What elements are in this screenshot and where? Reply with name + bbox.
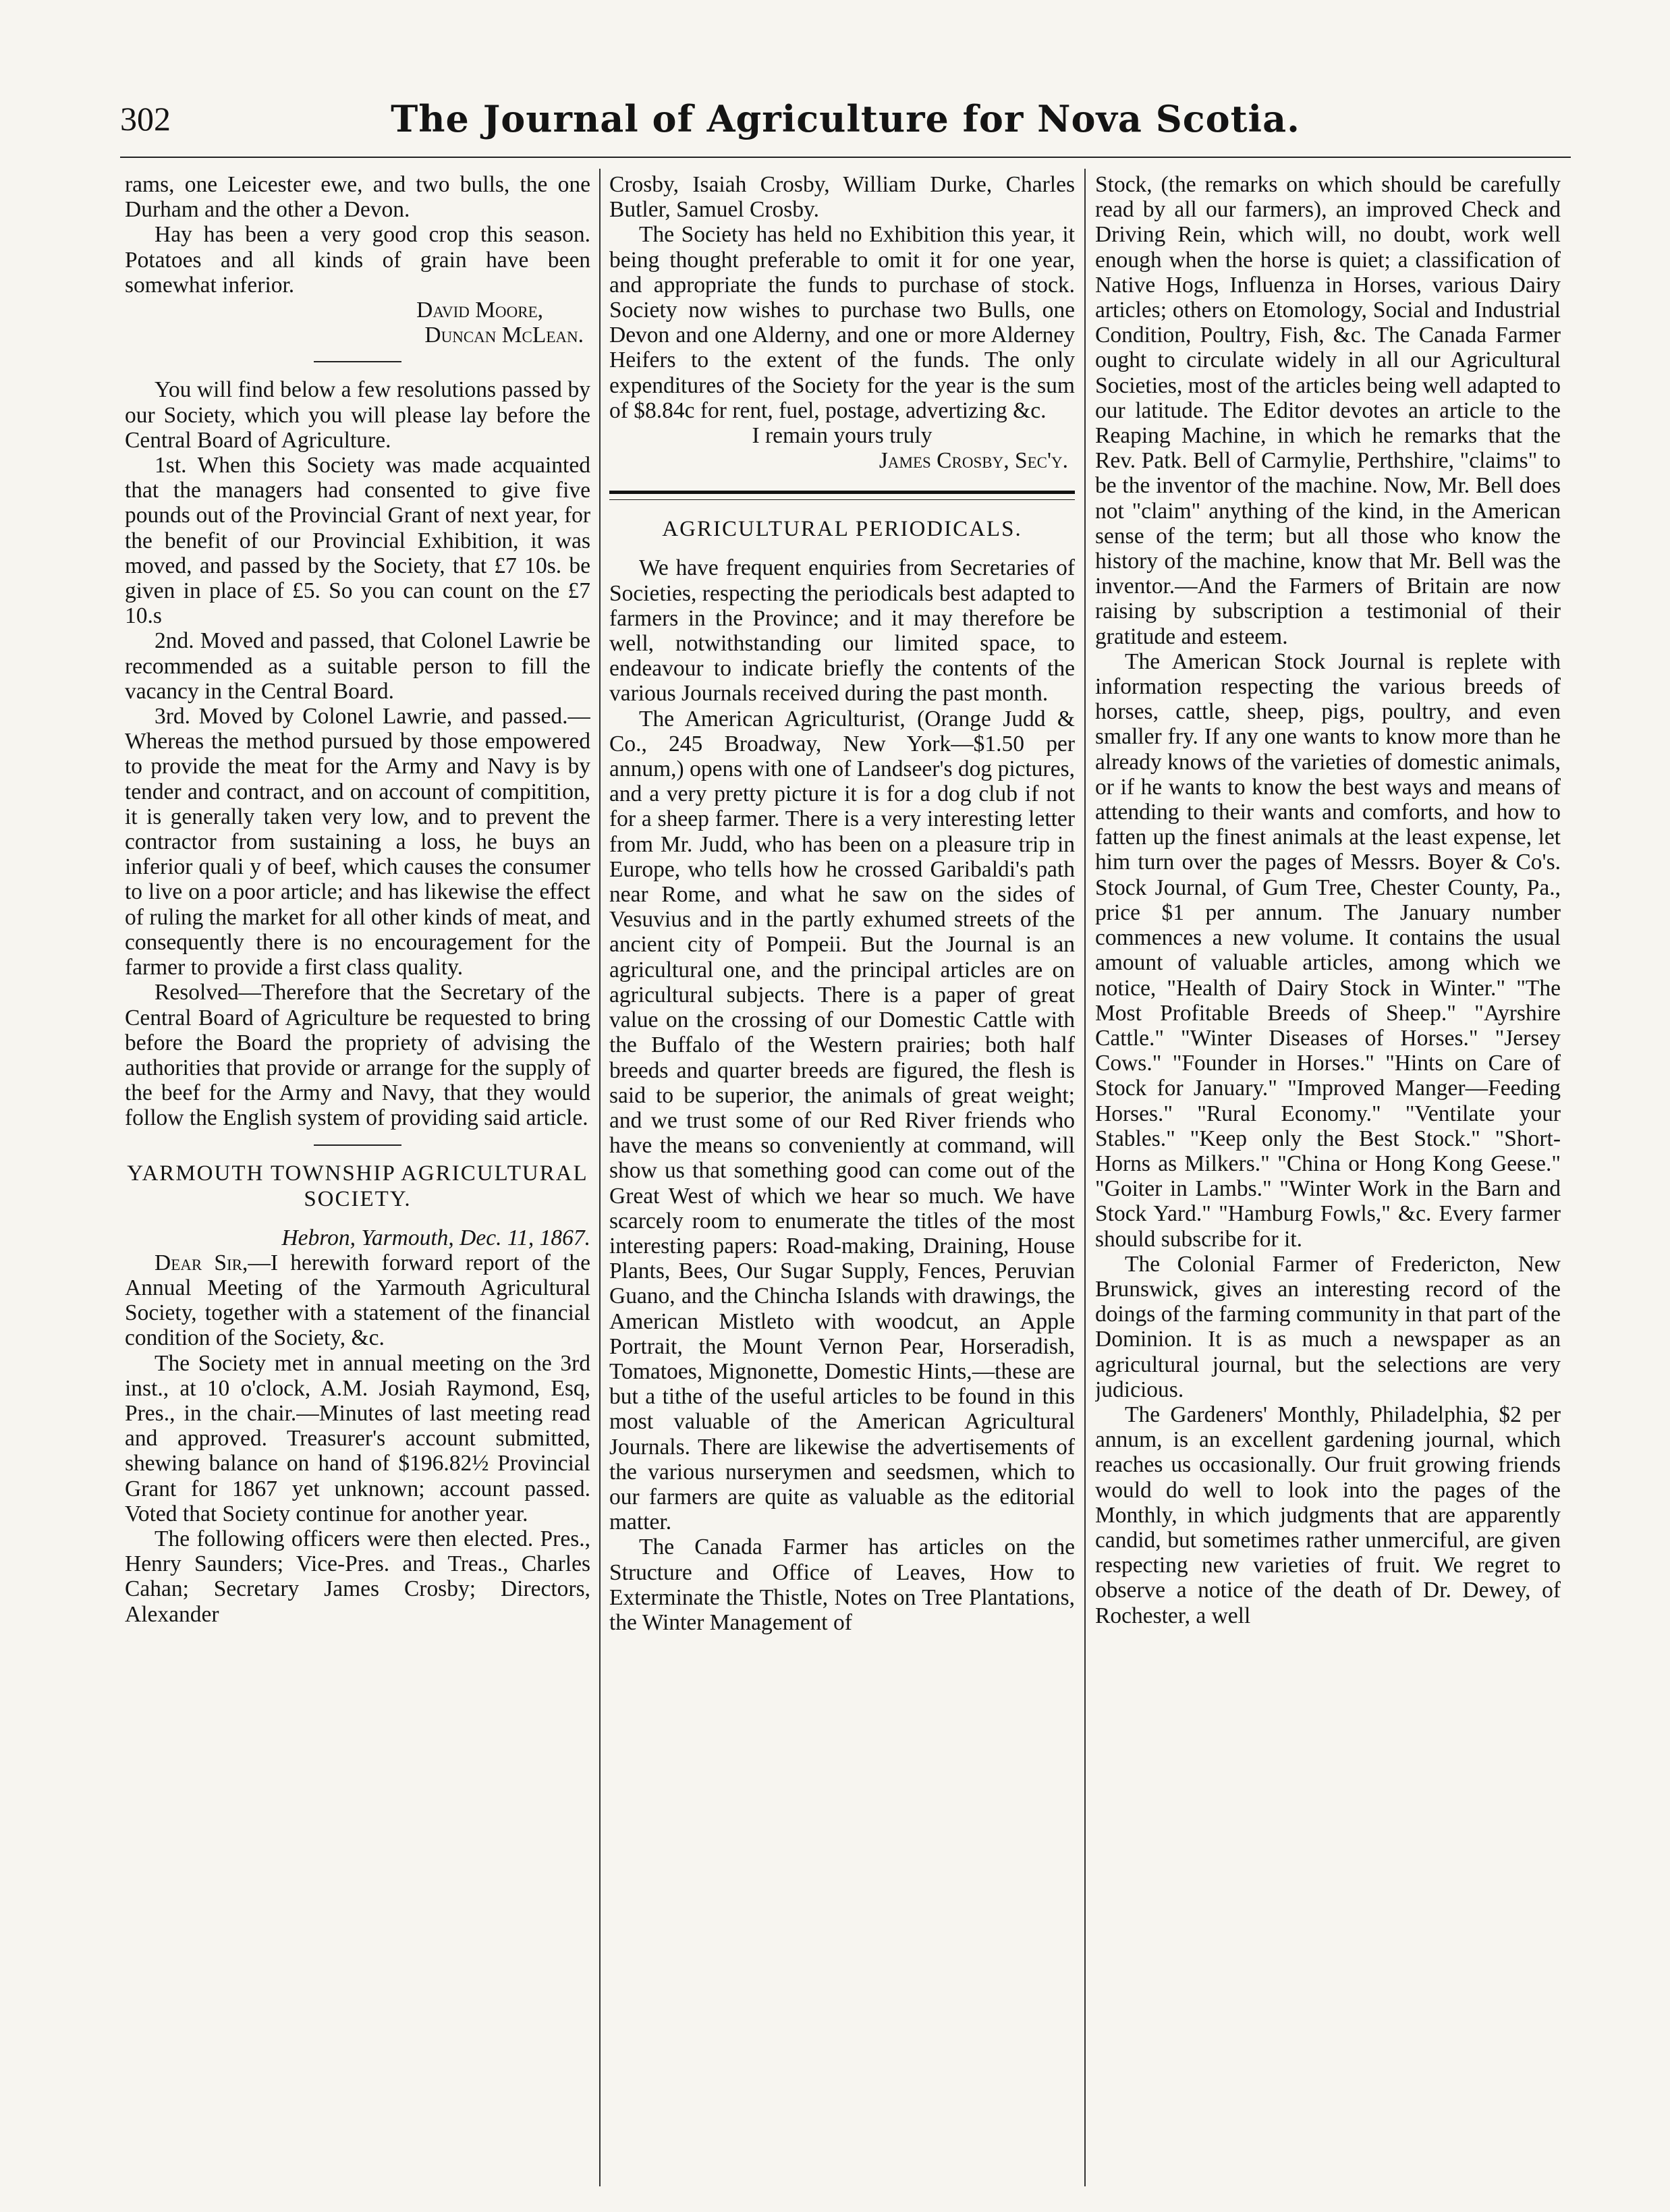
paragraph: The following officers were then elected. Pres., Henry Saunders; Vice-Pres. and Treas., Charles Cahan; Secretary James Crosby; Directors, Alexander	[125, 1526, 590, 1627]
paragraph	[125, 1250, 590, 1351]
column-divider	[599, 169, 601, 2186]
paragraph: The Colonial Farmer of Fredericton, New Brunswick, gives an interesting record of the doings of the farming community in that part of the Dominion. It is as much a newspaper as an agricultural journal, but the selections are very judicious.	[1095, 1251, 1561, 1402]
signature: James Crosby, Sec'y.	[879, 448, 1068, 474]
closing-line: I remain yours truly	[752, 423, 933, 449]
paragraph: We have frequent enquiries from Secretaries of Societies, respecting the periodicals best adapted to farmers in the Province; and it may therefore be well, notwithstanding our limited space, to endeavour to indicate briefly the contents of the various Journals received during the past month.	[609, 555, 1075, 707]
signature: Duncan McLean.	[424, 323, 584, 348]
paragraph: Stock, (the remarks on which should be carefully read by all our farmers), an improved Check and Driving Rein, which will, no doubt, work well enough when the horse is quiet; a classification of Native Hogs, Influenza in Horses, various Dairy articles; others on Etomology, Social and Industrial Condition, Poultry, Fish, &c. The Canada Farmer ought to circulate widely in all our Agricultural Societies, most of the articles being well adapted to our latitude. The Editor devotes an article to the Reaping Machine, in which he remarks that the Rev. Patk. Bell of Carmylie, Perthshire, "claims" to be the inventor of the machine. Now, Mr. Bell does not "claim" anything of the kind, in the American sense of the term; but all those who know the history of the machine, know that Mr. Bell was the inventor.—And the Farmers of Britain are now raising by subscription a testimonial of their gratitude and esteem.	[1095, 172, 1561, 649]
paragraph: 3rd. Moved by Colonel Lawrie, and passed.— Whereas the method pursued by those empowered to provide the meat for the Army and Navy is by tender and contract, and on account of compitition, it is generally taken very low, and to prevent the contractor from sustaining a loss, he buys an inferior quali y of beef, which causes the consumer to live on a poor article; and has likewise the effect of ruling the market for all other kinds of meat, and consequently there is no encouragement for the farmer to provide a first class quality.	[125, 704, 590, 980]
section-rule	[314, 361, 401, 362]
paragraph: The Society has held no Exhibition this year, it being thought preferable to omit it for one year, and appropriate the funds to purchase of stock. Society now wishes to purchase two Bulls, one Devon and one Alderny, and one or more Alderney Heifers to the extent of the funds. The only expenditures of the Society for the year is the sum of $8.84c for rent, fuel, postage, advertizing &c.	[609, 222, 1075, 423]
paragraph: The Society met in annual meeting on the 3rd inst., at 10 o'clock, A.M. Josiah Raymond, Esq, Pres., in the chair.—Minutes of last meeting read and approved. Treasurer's account submitted, shewing balance on hand of $196.82½ Provincial Grant for 1867 yet unknown; account passed. Voted that Society continue for another year.	[125, 1350, 590, 1526]
column-2	[609, 172, 1075, 2190]
salutation: Dear Sir,	[155, 1250, 248, 1275]
paragraph: Resolved—Therefore that the Secretary of the Central Board of Agriculture be requested to bring before the Board the propriety of advising the authorities that provide or arrange for the supply of the beef for the Army and Navy, that they would follow the English system of providing said article.	[125, 980, 590, 1131]
section-rule	[314, 1144, 401, 1146]
section-rule-thin	[609, 499, 1075, 500]
page-number: 302	[120, 100, 171, 138]
header-rule	[120, 157, 1571, 158]
paragraph: The Gardeners' Monthly, Philadelphia, $2 per annum, is an excellent gardening journal, which reaches us occasionally. Our fruit growing friends would do well to look into the pages of the Monthly, in which judgments that are apparently candid, but sometimes rather unmerciful, are given respecting new varieties of fruit. We regret to observe a notice of the death of Dr. Dewey, of Rochester, a well	[1095, 1402, 1561, 1628]
paragraph: The Canada Farmer has articles on the Structure and Office of Leaves, How to Exterminate the Thistle, Notes on Tree Plantations, the Winter Management of	[609, 1534, 1075, 1635]
section-heading: YARMOUTH TOWNSHIP AGRICULTURAL SOCIETY.	[127, 1161, 588, 1211]
running-title: The Journal of Agriculture for Nova Scotia.	[391, 97, 1300, 140]
section-rule-thick	[609, 491, 1075, 494]
paragraph: rams, one Leicester ewe, and two bulls, the one Durham and the other a Devon.	[125, 172, 590, 223]
signature: David Moore,	[416, 298, 543, 323]
section-heading: AGRICULTURAL PERIODICALS.	[662, 517, 1022, 542]
page-header	[120, 99, 1571, 146]
paragraph: You will find below a few resolutions passed by our Society, which you will please lay before the Central Board of Agriculture.	[125, 377, 590, 453]
column-divider	[1084, 169, 1086, 2186]
paragraph: The American Stock Journal is replete with information respecting the various breeds of horses, cattle, sheep, pigs, poultry, and even smaller fry. If any one wants to know more than he already knows of the varieties of domestic animals, or if he wants to know the best ways and means of attending to their wants and comforts, and how to fatten up the finest animals at the least expense, let him turn over the pages of Messrs. Boyer & Co's. Stock Journal, of Gum Tree, Chester County, Pa., price $1 per annum. The January number commences a new volume. It contains the usual amount of valuable articles, among which we notice, "Health of Dairy Stock in Winter." "The Most Profitable Breeds of Sheep." "Ayrshire Cattle." "Winter Diseases of Horses." "Jersey Cows." "Founder in Horses." "Hints on Care of Stock for January." "Improved Manger—Feeding Horses." "Rural Economy." "Ventilate your Stables." "Keep only the Best Stock." "Short-Horns as Milkers." "China or Hong Kong Geese." "Goiter in Lambs." "Winter Work in the Barn and Stock Yard." "Hamburg Fowls," &c. Every farmer should subscribe for it.	[1095, 648, 1561, 1252]
paragraph: 2nd. Moved and passed, that Colonel Lawrie be recommended as a suitable person to fill the vacancy in the Central Board.	[125, 628, 590, 704]
paragraph: Hay has been a very good crop this season. Potatoes and all kinds of grain have been somewhat inferior.	[125, 222, 590, 298]
paragraph: Crosby, Isaiah Crosby, William Durke, Charles Butler, Samuel Crosby.	[609, 172, 1075, 223]
column-1	[125, 172, 590, 2190]
salutation-text: —I herewith forward report of the Annual Meeting of the Yarmouth Agricultural Society, together with a statement of the financial condition of the Society, &c.	[125, 1250, 590, 1351]
column-3	[1095, 172, 1561, 2190]
paragraph: The American Agriculturist, (Orange Judd & Co., 245 Broadway, New York—$1.50 per annum,) opens with one of Landseer's dog pictures, and a very pretty picture it is for a dog club if not for a sheep farmer. There is a very interesting letter from Mr. Judd, who has been on a pleasure trip in Europe, who tells how he crossed Garibaldi's path near Rome, and what he saw on the sides of Vesuvius and in the partly exhumed streets of the ancient city of Pompeii. But the Journal is an agricultural one, and the principal articles are on agricultural subjects. There is a paper of great value on the crossing of our Domestic Cattle with the Buffalo of the Western prairies; both half breeds and quarter breeds are figured, the flesh is said to be superior, the animals of great weight; and we trust some of our Red River friends who have the means so conveniently at command, will show us that something good can come out of the Great West of which we hear so much. We have scarcely room to enumerate the titles of the most interesting papers: Road-making, Draining, House Plants, Bees, Our Sugar Supply, Fences, Peruvian Guano, and the Chincha Islands with drawings, the American Mistleto with woodcut, an Apple Portrait, the Mount Vernon Pear, Horseradish, Tomatoes, Mignonette, Domestic Hints,—these are but a tithe of the useful articles to be found in this most valuable of the American Agricultural Journals. There are likewise the advertisements of the various nurserymen and seedsmen, which to our farmers are quite as valuable as the editorial matter.	[609, 706, 1075, 1535]
paragraph: 1st. When this Society was made acquainted that the managers had consented to give five pounds out of the Provincial Grant of next year, for the benefit of our Provincial Exhibition, it was moved, and passed by the Society, that £7 10s. be given in place of £5. So you can count on the £7 10.s	[125, 453, 590, 629]
dateline: Hebron, Yarmouth, Dec. 11, 1867.	[281, 1225, 590, 1250]
